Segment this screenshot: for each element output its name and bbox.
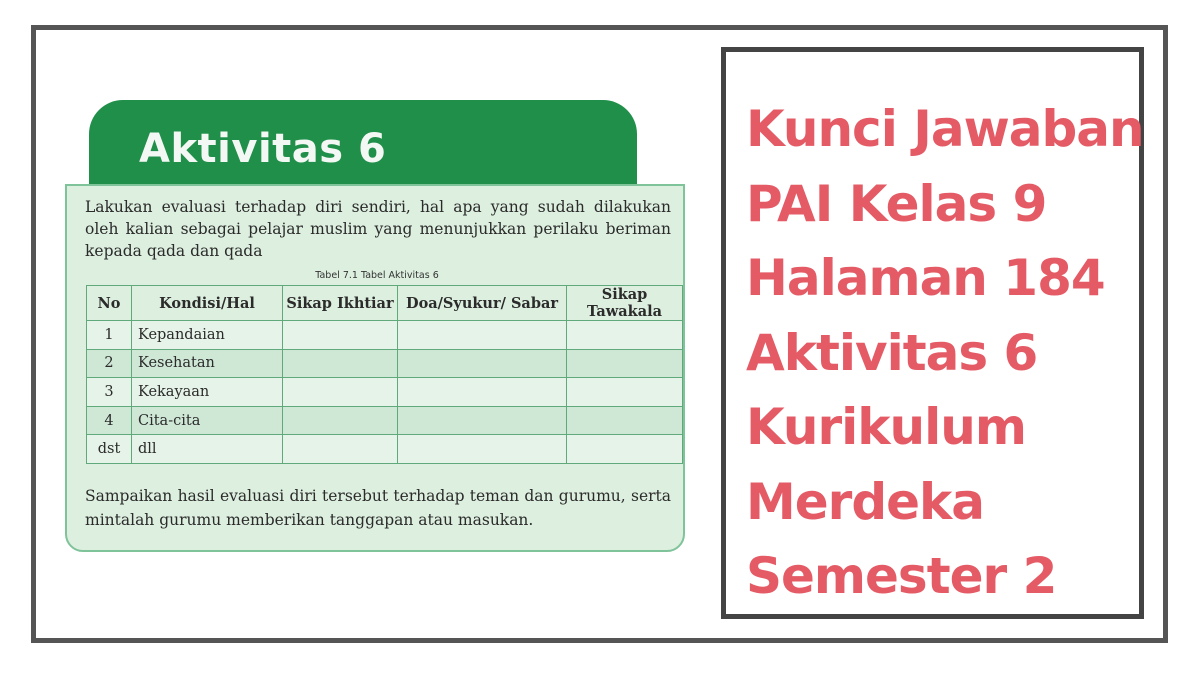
table-row — [87, 406, 683, 435]
cell-doa — [398, 349, 567, 378]
book-excerpt — [65, 100, 685, 552]
cell-kondisi: Kekayaan — [132, 378, 283, 407]
activity-table — [86, 285, 683, 464]
title-line: Merdeka — [746, 472, 985, 531]
title-panel — [721, 47, 1144, 619]
cell-ikhtiar — [283, 435, 398, 464]
cell-ikhtiar — [283, 321, 398, 350]
intro-paragraph: Lakukan evaluasi terhadap diri sendiri, hal apa yang sudah dilakukan oleh kalian sebagai pelajar muslim yang menunjukkan perilaku beriman kepada qada dan qada — [85, 198, 671, 260]
title-line: Semester 2 — [746, 547, 1057, 605]
header-doa: Doa/Syukur/ Sabar — [398, 286, 567, 321]
table-row — [87, 435, 683, 464]
cell-doa — [398, 378, 567, 407]
closing-paragraph: Sampaikan hasil evaluasi diri tersebut terhadap teman dan gurumu, serta mintalah gurumu memberikan tanggapan atau masukan. — [85, 487, 671, 529]
table-caption: Tabel 7.1 Tabel Aktivitas 6 — [315, 270, 439, 281]
cell-no: 4 — [87, 406, 132, 435]
title-line: Halaman 184 — [746, 249, 1105, 307]
cell-tawakala — [567, 321, 683, 350]
cell-no: dst — [87, 435, 132, 464]
cell-ikhtiar — [283, 378, 398, 407]
cell-tawakala — [567, 435, 683, 464]
title-line: PAI Kelas 9 — [746, 174, 1047, 233]
header-tawakala: Sikap Tawakala — [567, 286, 683, 321]
cell-doa — [398, 406, 567, 435]
header-no: No — [87, 286, 132, 321]
cell-kondisi: Kepandaian — [132, 321, 283, 350]
cell-tawakala — [567, 378, 683, 407]
cell-kondisi: Kesehatan — [132, 349, 283, 378]
cell-no: 3 — [87, 378, 132, 407]
cell-no: 1 — [87, 321, 132, 350]
cell-doa — [398, 435, 567, 464]
title-line: Aktivitas 6 — [746, 323, 1038, 382]
header-kondisi: Kondisi/Hal — [132, 286, 283, 321]
cell-tawakala — [567, 406, 683, 435]
activity-heading: Aktivitas 6 — [139, 126, 387, 172]
header-ikhtiar: Sikap Ikhtiar — [283, 286, 398, 321]
table-row — [87, 378, 683, 407]
title-line: Kunci Jawaban — [746, 100, 1144, 158]
table-row — [87, 321, 683, 350]
cell-kondisi: dll — [132, 435, 283, 464]
article-title — [746, 92, 1144, 614]
activity-card — [65, 184, 685, 552]
title-line: Kurikulum — [746, 398, 1026, 456]
cell-tawakala — [567, 349, 683, 378]
cell-kondisi: Cita-cita — [132, 406, 283, 435]
cell-doa — [398, 321, 567, 350]
cell-no: 2 — [87, 349, 132, 378]
cell-ikhtiar — [283, 349, 398, 378]
table-header-row — [87, 286, 683, 321]
table-row — [87, 349, 683, 378]
cell-ikhtiar — [283, 406, 398, 435]
